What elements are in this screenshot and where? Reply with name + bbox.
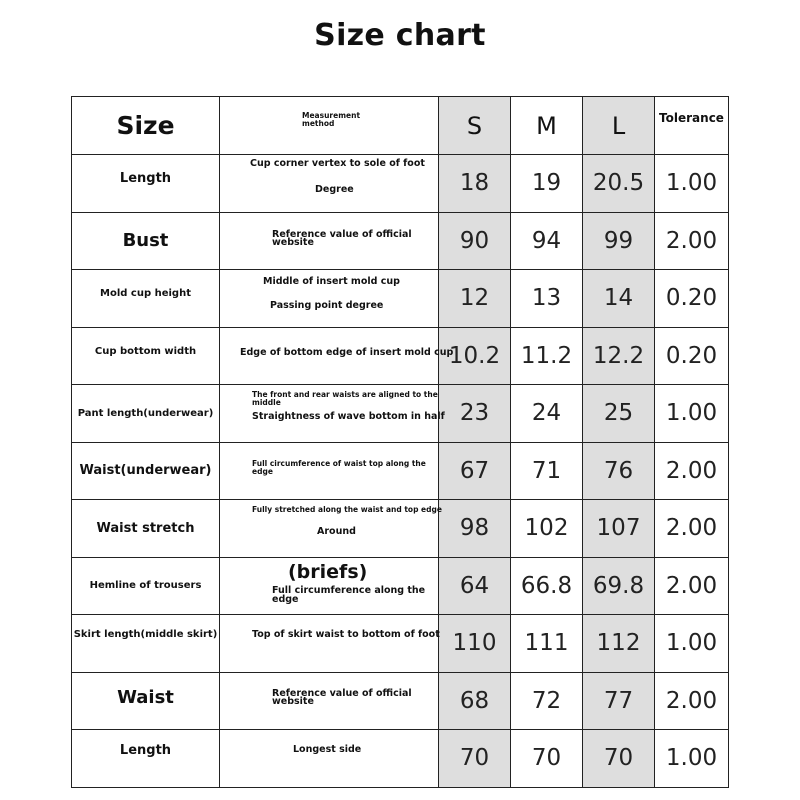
value-l: 70	[583, 730, 655, 788]
value-tolerance: 1.00	[655, 730, 729, 788]
value-m: 102	[511, 500, 583, 558]
value-tolerance: 0.20	[655, 327, 729, 385]
method-line: Passing point degree	[270, 300, 384, 311]
method-line: (briefs)	[288, 560, 368, 583]
value-l: 12.2	[583, 327, 655, 385]
method-line: Full circumference of waist top along the	[252, 458, 426, 468]
value-l: 112	[583, 615, 655, 673]
page-title: Size chart	[314, 18, 486, 53]
value-s: 23	[439, 385, 511, 443]
method-line: website	[272, 236, 314, 248]
value-m: 94	[511, 212, 583, 270]
value-l: 107	[583, 500, 655, 558]
method-line: Middle of insert mold cup	[263, 276, 400, 287]
row-method	[220, 385, 445, 443]
value-tolerance: 2.00	[655, 500, 729, 558]
method-line: Cup corner vertex to sole of foot	[250, 158, 425, 169]
row-label: Pant length(underwear)	[72, 385, 220, 443]
value-l: 77	[583, 672, 655, 730]
value-s: 67	[439, 442, 511, 500]
table-row	[72, 155, 729, 213]
method-line: edge	[252, 466, 273, 476]
value-m: 66.8	[511, 557, 583, 615]
row-label: Length	[72, 730, 220, 788]
value-tolerance: 1.00	[655, 385, 729, 443]
header-size-m: M	[511, 97, 583, 155]
value-m: 70	[511, 730, 583, 788]
row-method	[220, 557, 439, 615]
table-row	[72, 672, 729, 730]
method-line: Degree	[315, 184, 354, 195]
table-row	[72, 442, 729, 500]
value-m: 72	[511, 672, 583, 730]
table-row	[72, 500, 729, 558]
value-s: 98	[439, 500, 511, 558]
method-line: Longest side	[293, 744, 362, 755]
row-method	[220, 270, 439, 328]
table-row	[72, 212, 729, 270]
row-method	[220, 442, 439, 500]
header-tolerance: Tolerance	[655, 97, 729, 155]
row-label: Cup bottom width	[72, 327, 220, 385]
value-s: 110	[439, 615, 511, 673]
value-l: 20.5	[583, 155, 655, 213]
value-m: 11.2	[511, 327, 583, 385]
header-row	[72, 97, 729, 155]
row-label: Skirt length(middle skirt)	[72, 615, 220, 673]
value-s: 12	[439, 270, 511, 328]
value-l: 99	[583, 212, 655, 270]
table-row	[72, 385, 729, 443]
value-s: 90	[439, 212, 511, 270]
value-tolerance: 2.00	[655, 442, 729, 500]
method-line: Straightness of wave bottom in half	[252, 411, 445, 422]
row-method	[220, 672, 439, 730]
row-label: Waist	[72, 672, 220, 730]
row-label: Waist(underwear)	[72, 442, 220, 500]
value-l: 69.8	[583, 557, 655, 615]
method-line: Top of skirt waist to bottom of foot	[252, 629, 440, 640]
table-row	[72, 557, 729, 615]
header-size-l: L	[583, 97, 655, 155]
value-m: 71	[511, 442, 583, 500]
value-tolerance: 2.00	[655, 557, 729, 615]
method-line: Fully stretched along the waist and top edge	[252, 505, 442, 514]
table-row	[72, 327, 729, 385]
table-row	[72, 730, 729, 788]
size-chart-table	[71, 96, 729, 788]
method-line: Full circumference along the	[272, 584, 426, 596]
method-line: Reference value of official	[272, 687, 412, 699]
row-method	[220, 615, 439, 673]
method-line: Reference value of official	[272, 228, 412, 240]
value-s: 18	[439, 155, 511, 213]
header-method-line2: method	[302, 119, 335, 128]
table-row	[72, 615, 729, 673]
value-m: 13	[511, 270, 583, 328]
value-tolerance: 2.00	[655, 212, 729, 270]
row-label: Bust	[72, 212, 220, 270]
method-line: edge	[272, 593, 299, 605]
method-line: The front and rear waists are aligned to the	[252, 390, 438, 399]
value-m: 111	[511, 615, 583, 673]
row-method	[220, 730, 439, 788]
row-method	[220, 212, 439, 270]
row-method	[220, 500, 442, 558]
header-method	[220, 97, 439, 155]
method-line: website	[272, 695, 314, 707]
row-label: Mold cup height	[72, 270, 220, 328]
row-label: Waist stretch	[72, 500, 220, 558]
value-tolerance: 1.00	[655, 155, 729, 213]
table-row	[72, 270, 729, 328]
value-s: 64	[439, 557, 511, 615]
method-line: middle	[252, 398, 281, 407]
row-method	[220, 155, 439, 213]
row-label: Hemline of trousers	[72, 557, 220, 615]
value-s: 70	[439, 730, 511, 788]
value-s: 10.2	[439, 327, 511, 385]
header-size: Size	[72, 97, 220, 155]
value-tolerance: 0.20	[655, 270, 729, 328]
method-line: Edge of bottom edge of insert mold cup	[240, 346, 454, 358]
value-l: 25	[583, 385, 655, 443]
value-tolerance: 1.00	[655, 615, 729, 673]
method-line: Around	[317, 526, 356, 537]
value-l: 76	[583, 442, 655, 500]
row-label: Length	[72, 155, 220, 213]
header-size-s: S	[439, 97, 511, 155]
value-m: 24	[511, 385, 583, 443]
value-m: 19	[511, 155, 583, 213]
value-s: 68	[439, 672, 511, 730]
value-tolerance: 2.00	[655, 672, 729, 730]
header-method-line1: Measurement	[302, 111, 361, 120]
value-l: 14	[583, 270, 655, 328]
row-method	[220, 327, 454, 385]
